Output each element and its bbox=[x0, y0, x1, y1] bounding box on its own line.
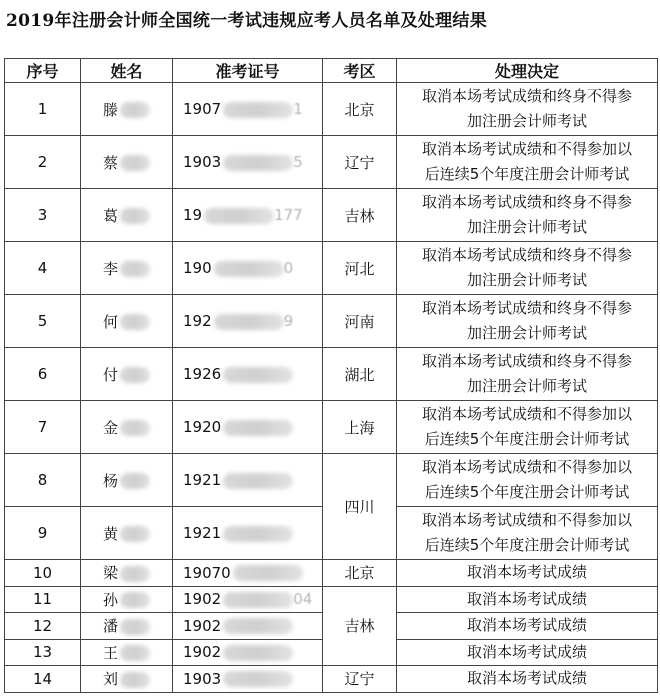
row-number: 12 bbox=[5, 613, 81, 640]
decision bbox=[397, 560, 658, 587]
exam-id bbox=[173, 666, 323, 693]
name-visible-part: 葛 bbox=[102, 206, 118, 225]
exam-id-prefix: 19070 bbox=[183, 563, 231, 582]
exam-id-redaction bbox=[223, 102, 293, 118]
exam-id bbox=[173, 136, 323, 189]
decision-line: 取消本场考试成绩 bbox=[466, 642, 587, 661]
exam-id-prefix: 1902 bbox=[183, 590, 222, 609]
name-visible-part: 何 bbox=[102, 312, 118, 331]
person-name bbox=[81, 507, 173, 560]
exam-id bbox=[173, 613, 323, 640]
exam-id-prefix: 1902 bbox=[183, 616, 222, 635]
row-number: 4 bbox=[5, 242, 81, 295]
name-redaction bbox=[120, 102, 150, 118]
exam-id-redaction bbox=[223, 618, 293, 634]
exam-id-prefix: 19 bbox=[183, 206, 203, 224]
name-visible-part: 孙 bbox=[102, 590, 118, 609]
name-redaction bbox=[120, 645, 150, 661]
decision bbox=[397, 666, 658, 693]
exam-id-suffix: 177 bbox=[274, 206, 303, 224]
table-row bbox=[5, 136, 658, 189]
header-no: 序号 bbox=[5, 59, 81, 83]
header-name: 姓名 bbox=[81, 59, 173, 83]
name-visible-part: 杨 bbox=[102, 471, 118, 490]
exam-id-prefix: 1926 bbox=[183, 365, 222, 383]
decision-line: 取消本场考试成绩和终身不得参 bbox=[421, 246, 632, 264]
exam-region: 吉林 bbox=[323, 586, 397, 666]
exam-id-redaction bbox=[223, 526, 293, 542]
name-redaction bbox=[120, 526, 150, 542]
exam-id-suffix: 5 bbox=[293, 153, 303, 171]
decision-line: 加注册会计师考试 bbox=[466, 324, 587, 342]
exam-region: 北京 bbox=[323, 83, 397, 136]
table-body bbox=[5, 83, 658, 693]
name-redaction bbox=[120, 473, 150, 489]
row-number: 1 bbox=[5, 83, 81, 136]
person-name bbox=[81, 189, 173, 242]
table-row bbox=[5, 560, 658, 587]
header-decision: 处理决定 bbox=[397, 59, 658, 83]
row-number: 10 bbox=[5, 560, 81, 587]
exam-id-prefix: 1920 bbox=[183, 418, 222, 436]
table-row bbox=[5, 401, 658, 454]
exam-id-redaction bbox=[223, 420, 293, 436]
name-visible-part: 李 bbox=[102, 259, 118, 278]
row-number: 2 bbox=[5, 136, 81, 189]
table-row bbox=[5, 666, 658, 693]
name-visible-part: 黄 bbox=[102, 524, 118, 543]
decision-line: 取消本场考试成绩和不得参加以 bbox=[421, 140, 632, 158]
exam-id bbox=[173, 401, 323, 454]
decision-line: 后连续5个年度注册会计师考试 bbox=[424, 430, 630, 448]
decision bbox=[397, 613, 658, 640]
table-row bbox=[5, 242, 658, 295]
name-redaction bbox=[120, 155, 150, 171]
table-row bbox=[5, 83, 658, 136]
decision-line: 取消本场考试成绩和不得参加以 bbox=[421, 405, 632, 423]
decision bbox=[397, 136, 658, 189]
person-name bbox=[81, 454, 173, 507]
header-region: 考区 bbox=[323, 59, 397, 83]
name-visible-part: 金 bbox=[102, 418, 118, 437]
table-row bbox=[5, 348, 658, 401]
person-name bbox=[81, 401, 173, 454]
table-row bbox=[5, 295, 658, 348]
decision bbox=[397, 507, 658, 560]
name-redaction bbox=[120, 592, 150, 608]
exam-id-suffix: 1 bbox=[293, 100, 303, 118]
exam-region: 河北 bbox=[323, 242, 397, 295]
exam-id-redaction bbox=[223, 473, 293, 489]
decision-line: 后连续5个年度注册会计师考试 bbox=[424, 536, 630, 554]
name-redaction bbox=[120, 619, 150, 635]
decision bbox=[397, 586, 658, 613]
exam-id-prefix: 1921 bbox=[183, 471, 222, 489]
exam-region: 四川 bbox=[323, 454, 397, 560]
row-number: 6 bbox=[5, 348, 81, 401]
decision bbox=[397, 454, 658, 507]
decision bbox=[397, 83, 658, 136]
decision bbox=[397, 189, 658, 242]
row-number: 9 bbox=[5, 507, 81, 560]
row-number: 5 bbox=[5, 295, 81, 348]
decision-line: 加注册会计师考试 bbox=[466, 112, 587, 130]
exam-id-redaction bbox=[223, 367, 293, 383]
table-row bbox=[5, 586, 658, 613]
decision-line: 后连续5个年度注册会计师考试 bbox=[424, 165, 630, 183]
name-redaction bbox=[120, 367, 150, 383]
decision bbox=[397, 639, 658, 666]
person-name bbox=[81, 348, 173, 401]
exam-id-prefix: 1903 bbox=[183, 153, 222, 171]
exam-id-prefix: 1907 bbox=[183, 100, 222, 118]
person-name bbox=[81, 639, 173, 666]
decision bbox=[397, 295, 658, 348]
decision-line: 取消本场考试成绩和终身不得参 bbox=[421, 299, 632, 317]
name-visible-part: 付 bbox=[102, 365, 118, 384]
exam-id-redaction bbox=[204, 208, 274, 224]
person-name bbox=[81, 666, 173, 693]
exam-id-prefix: 1921 bbox=[183, 524, 222, 542]
row-number: 14 bbox=[5, 666, 81, 693]
row-number: 3 bbox=[5, 189, 81, 242]
decision bbox=[397, 348, 658, 401]
person-name bbox=[81, 242, 173, 295]
exam-id-suffix: 04 bbox=[293, 590, 313, 609]
exam-id-prefix: 192 bbox=[183, 312, 212, 330]
exam-id-redaction bbox=[233, 565, 303, 581]
decision-line: 取消本场考试成绩和终身不得参 bbox=[421, 87, 632, 105]
row-number: 8 bbox=[5, 454, 81, 507]
decision-line: 加注册会计师考试 bbox=[466, 271, 587, 289]
name-visible-part: 刘 bbox=[102, 670, 118, 689]
exam-id-redaction bbox=[223, 155, 293, 171]
exam-id-prefix: 1903 bbox=[183, 669, 222, 688]
decision-line: 取消本场考试成绩 bbox=[466, 563, 587, 582]
name-redaction bbox=[120, 261, 150, 277]
name-redaction bbox=[120, 208, 150, 224]
page-title: 2019年注册会计师全国统一考试违规应考人员名单及处理结果 bbox=[6, 11, 488, 31]
name-visible-part: 滕 bbox=[102, 100, 118, 119]
exam-id-redaction bbox=[214, 261, 284, 277]
name-visible-part: 梁 bbox=[102, 564, 118, 583]
decision-line: 取消本场考试成绩 bbox=[466, 589, 587, 608]
exam-id bbox=[173, 639, 323, 666]
exam-id bbox=[173, 189, 323, 242]
table-row bbox=[5, 454, 658, 507]
name-visible-part: 蔡 bbox=[102, 153, 118, 172]
exam-region: 辽宁 bbox=[323, 666, 397, 693]
decision-line: 加注册会计师考试 bbox=[466, 218, 587, 236]
table-row bbox=[5, 189, 658, 242]
exam-id bbox=[173, 83, 323, 136]
decision-line: 取消本场考试成绩和不得参加以 bbox=[421, 511, 632, 529]
name-visible-part: 潘 bbox=[102, 617, 118, 636]
name-redaction bbox=[120, 420, 150, 436]
row-number: 13 bbox=[5, 639, 81, 666]
exam-id bbox=[173, 560, 323, 587]
person-name bbox=[81, 136, 173, 189]
decision bbox=[397, 242, 658, 295]
exam-region: 上海 bbox=[323, 401, 397, 454]
exam-region: 辽宁 bbox=[323, 136, 397, 189]
exam-id bbox=[173, 295, 323, 348]
exam-id-prefix: 190 bbox=[183, 259, 212, 277]
exam-region: 湖北 bbox=[323, 348, 397, 401]
exam-id-redaction bbox=[223, 592, 293, 608]
exam-id bbox=[173, 586, 323, 613]
decision-line: 取消本场考试成绩和不得参加以 bbox=[421, 458, 632, 476]
exam-id-redaction bbox=[223, 671, 293, 687]
exam-id bbox=[173, 507, 323, 560]
decision-line: 取消本场考试成绩 bbox=[466, 669, 587, 688]
exam-id bbox=[173, 242, 323, 295]
name-visible-part: 王 bbox=[102, 643, 118, 662]
header-exam-id: 准考证号 bbox=[173, 59, 323, 83]
name-redaction bbox=[120, 314, 150, 330]
person-name bbox=[81, 83, 173, 136]
person-name bbox=[81, 560, 173, 587]
decision-line: 取消本场考试成绩 bbox=[466, 616, 587, 635]
exam-region: 河南 bbox=[323, 295, 397, 348]
exam-region: 北京 bbox=[323, 560, 397, 587]
exam-id-suffix: 0 bbox=[283, 259, 294, 277]
row-number: 11 bbox=[5, 586, 81, 613]
exam-id bbox=[173, 454, 323, 507]
exam-region: 吉林 bbox=[323, 189, 397, 242]
decision-line: 取消本场考试成绩和终身不得参 bbox=[421, 193, 632, 211]
person-name bbox=[81, 586, 173, 613]
exam-id-redaction bbox=[223, 645, 293, 661]
exam-id bbox=[173, 348, 323, 401]
exam-id-redaction bbox=[214, 314, 284, 330]
decision-line: 取消本场考试成绩和终身不得参 bbox=[421, 352, 632, 370]
table-header-row bbox=[5, 59, 658, 83]
person-name bbox=[81, 613, 173, 640]
exam-id-prefix: 1902 bbox=[183, 643, 222, 662]
exam-id-suffix: 9 bbox=[283, 312, 294, 330]
name-redaction bbox=[120, 672, 150, 688]
decision-line: 后连续5个年度注册会计师考试 bbox=[424, 483, 630, 501]
decision bbox=[397, 401, 658, 454]
decision-line: 加注册会计师考试 bbox=[466, 377, 587, 395]
violation-table bbox=[4, 58, 658, 693]
row-number: 7 bbox=[5, 401, 81, 454]
name-redaction bbox=[120, 566, 150, 582]
person-name bbox=[81, 295, 173, 348]
